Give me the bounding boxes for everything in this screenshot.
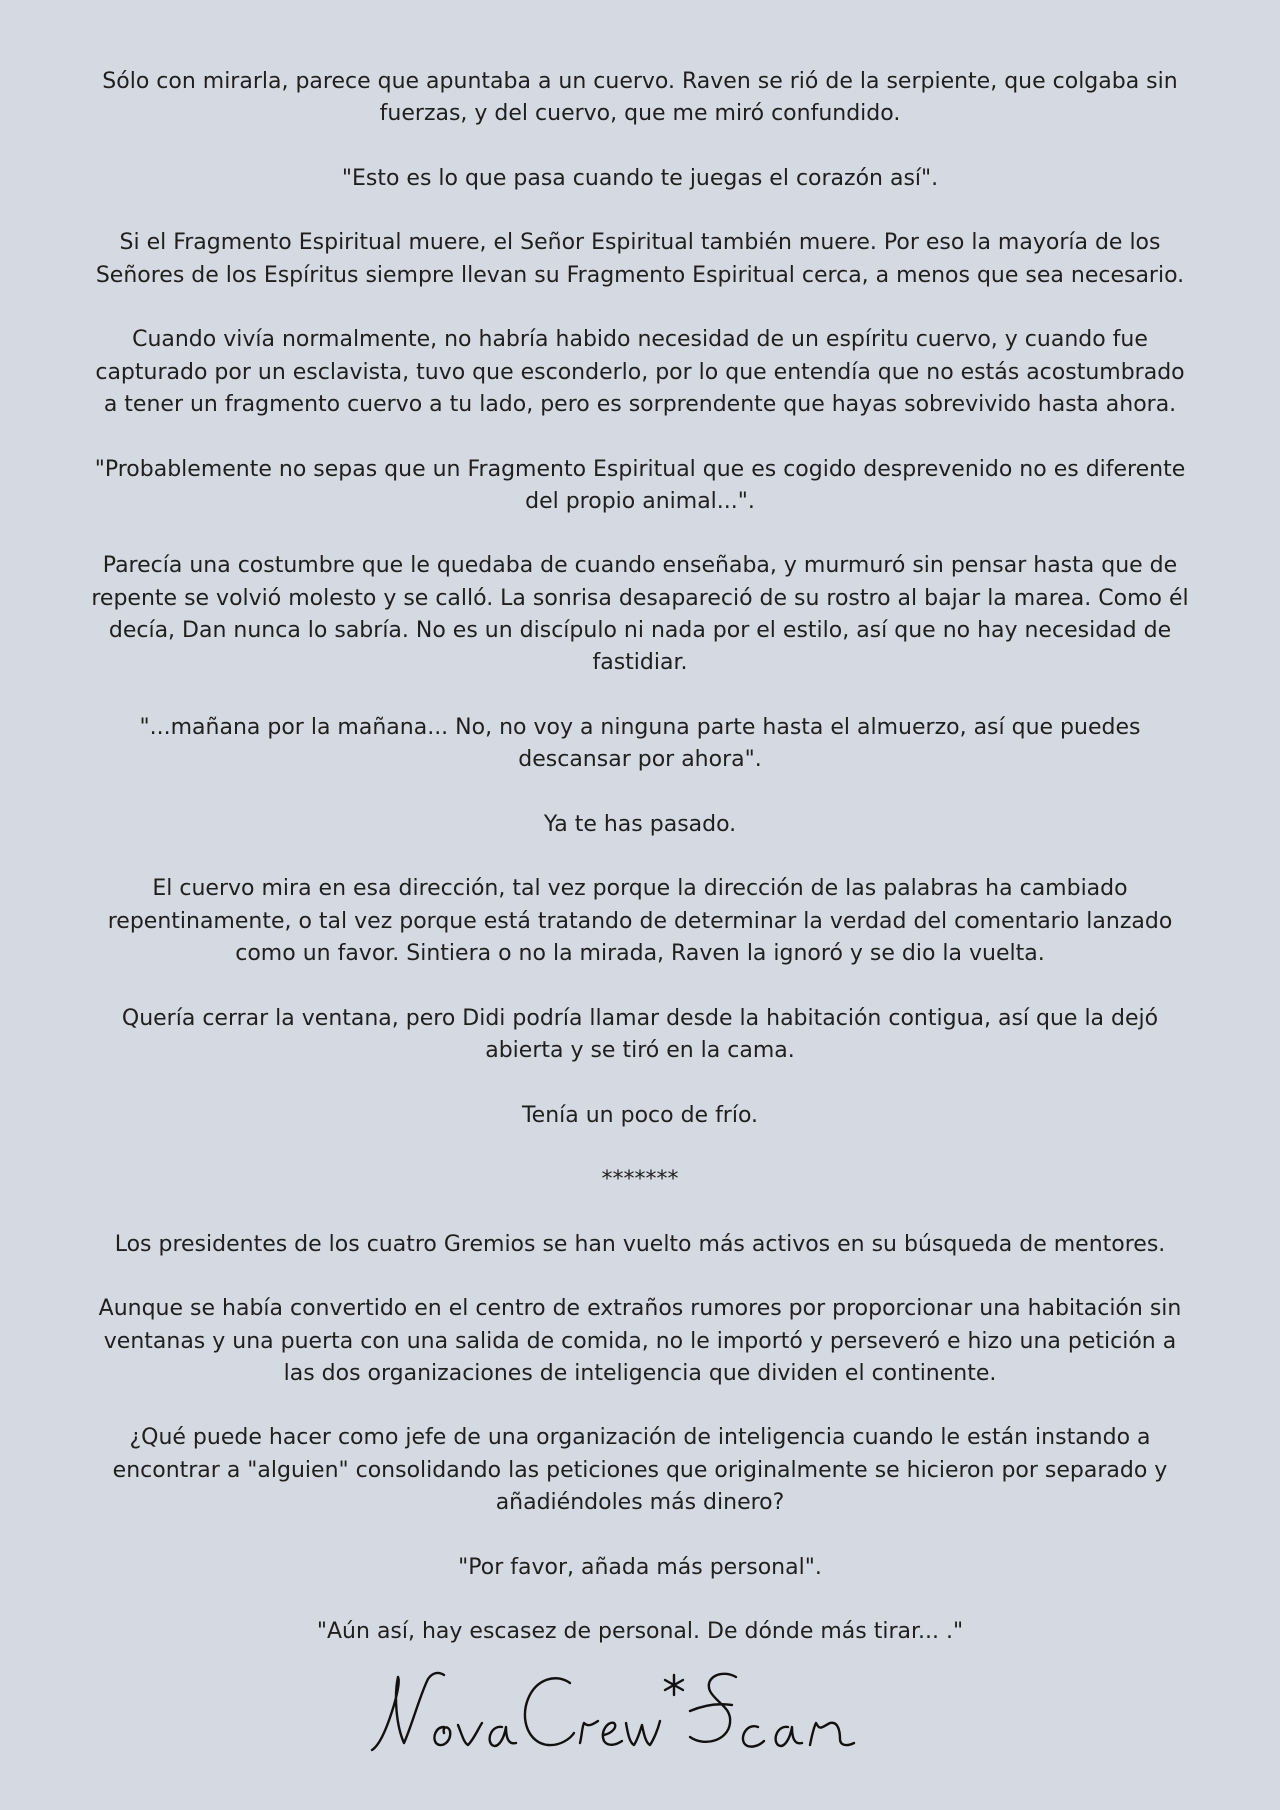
paragraph-4: Cuando vivía normalmente, no habría habido necesidad de un espíritu cuervo, y cuando fue capturado por un esclavista, tuvo que esconderlo, por lo que entendía que no estás acostumbrado a tener un fragmento cuervo a tu lado, pero es sorprendente que hayas sobrevivido hasta ahora. xyxy=(95,327,1185,417)
signature-logo xyxy=(360,1655,880,1775)
paragraph-8: Ya te has pasado. xyxy=(543,811,737,837)
paragraph-6: Parecía una costumbre que le quedaba de cuando enseñaba, y murmuró sin pensar hasta que de repente se volvió molesto y se calló. La sonrisa desapareció de su rostro al bajar la marea. Como él decía, Dan nunca lo sabría. No es un discípulo ni nada por el estilo, así que no hay necesidad de fastidiar. xyxy=(91,553,1189,676)
paragraph-2: "Esto es lo que pasa cuando te juegas el corazón así". xyxy=(341,165,939,191)
paragraph-9: El cuervo mira en esa dirección, tal vez porque la dirección de las palabras ha cambiado repentinamente, o tal vez porque está tratando de determinar la verdad del comentario lanzado como un favor. Sintiera o no la mirada, Raven la ignoró y se dio la vuelta. xyxy=(107,876,1173,967)
paragraph-5: "Probablemente no sepas que un Fragmento Espiritual que es cogido desprevenido no es diferente del propio animal...". xyxy=(94,456,1186,514)
paragraph-12: Los presidentes de los cuatro Gremios se han vuelto más activos en su búsqueda de mentores. xyxy=(114,1231,1166,1257)
paragraph-16: "Aún así, hay escasez de personal. De dónde más tirar... ." xyxy=(316,1619,964,1645)
paragraph-11: Tenía un poco de frío. xyxy=(521,1102,759,1128)
paragraph-1: Sólo con mirarla, parece que apuntaba a un cuervo. Raven se rió de la serpiente, que colgaba sin fuerzas, y del cuervo, que me miró confundido. xyxy=(102,69,1178,127)
paragraph-7: "...mañana por la mañana... No, no voy a ninguna parte hasta el almuerzo, así que puedes descansar por ahora". xyxy=(139,714,1141,773)
text-content xyxy=(90,66,1190,1681)
paragraph-15: "Por favor, añada más personal". xyxy=(458,1554,822,1580)
paragraph-10: Quería cerrar la ventana, pero Didi podría llamar desde la habitación contigua, así que la dejó abierta y se tiró en la cama. xyxy=(121,1005,1159,1063)
paragraph-14: ¿Qué puede hacer como jefe de una organización de inteligencia cuando le están instando a encontrar a "alguien" consolidando las peticiones que originalmente se hicieron por separado y añadiéndoles más dinero? xyxy=(112,1425,1168,1516)
paragraph-13: Aunque se había convertido en el centro de extraños rumores por proporcionar una habitación sin ventanas y una puerta con una salida de comida, no le importó y perseveró e hizo una petición a las dos organizaciones de inteligencia que dividen el continente. xyxy=(98,1296,1182,1386)
paragraph-3: Si el Fragmento Espiritual muere, el Señor Espiritual también muere. Por eso la mayoría de los Señores de los Espíritus siempre llevan su Fragmento Espiritual cerca, a menos que sea necesario. xyxy=(95,230,1185,288)
section-divider: ******* xyxy=(601,1167,679,1193)
